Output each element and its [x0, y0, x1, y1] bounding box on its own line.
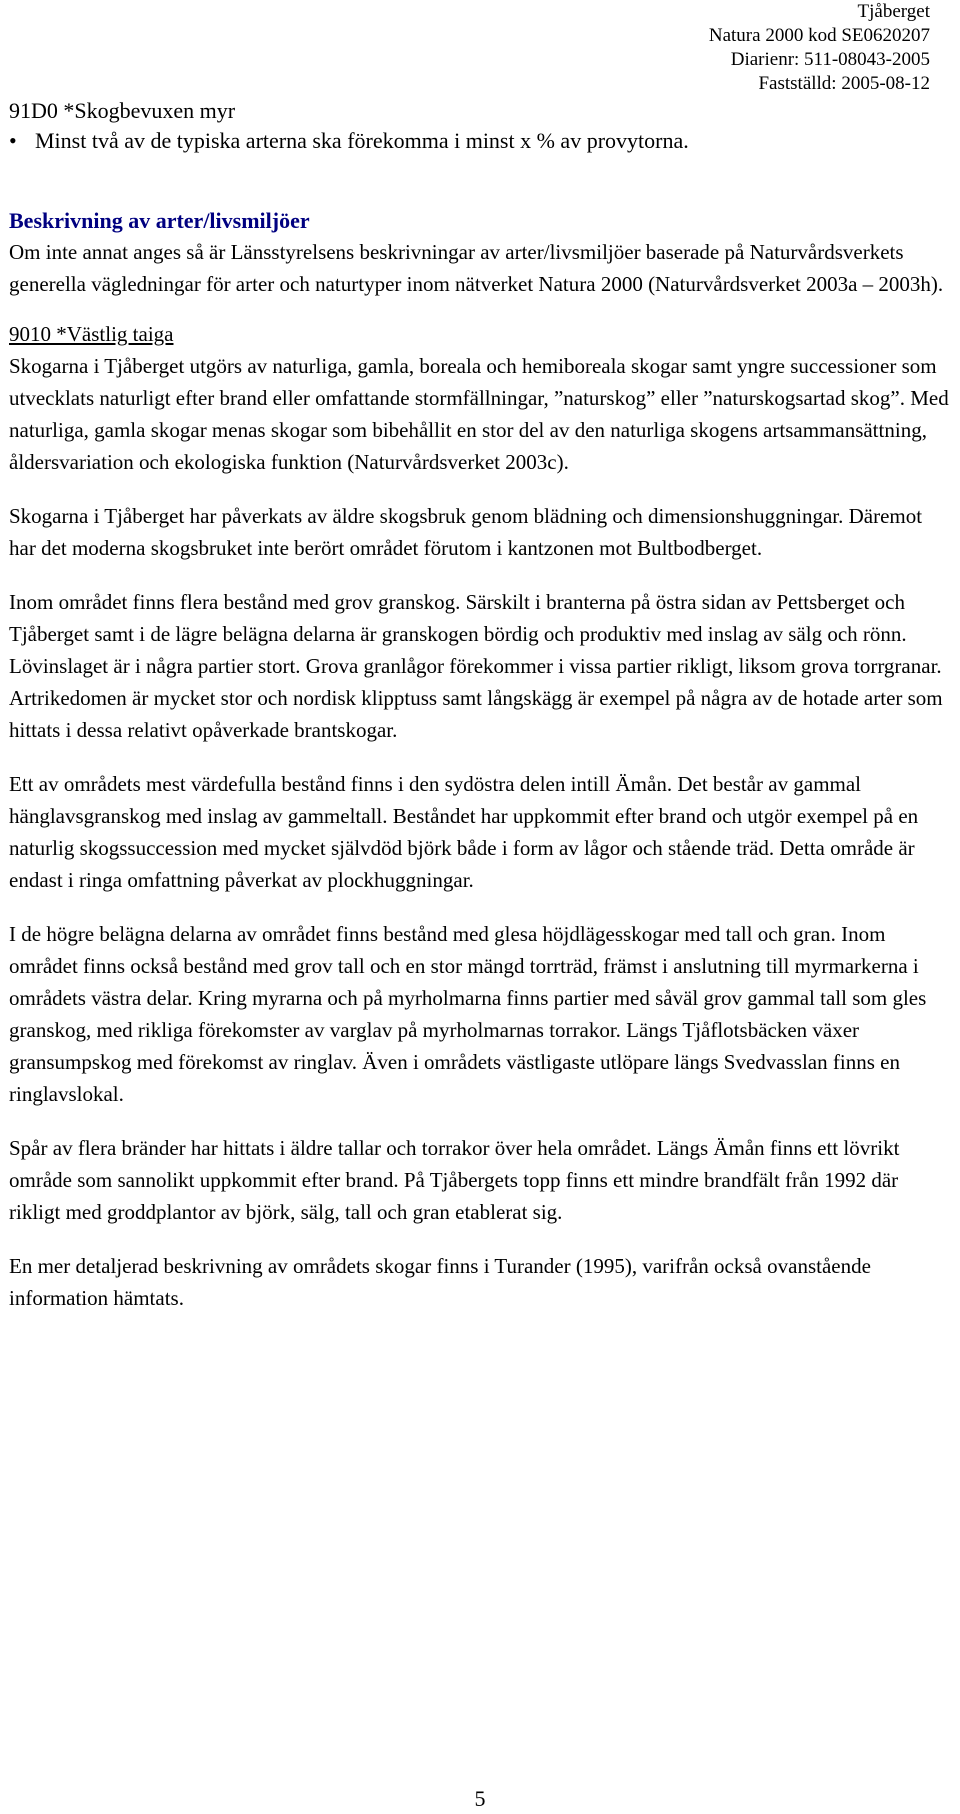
criterion-text: Minst två av de typiska arterna ska förekomma i minst x % av provytorna. [35, 128, 689, 153]
habitat-9010-paragraph-1: Skogarna i Tjåberget utgörs av naturliga, gamla, boreala och hemiboreala skogar samt yngre successioner som utvecklats naturligt efter brand eller omfattande stormfällningar, ”naturskog” eller ”naturskogsartad skog”. Med naturliga, gamla skogar menas skogar som bibehållit en stor del av den naturliga skogens artsammansättning, åldersvariation och ekologiska funktion (Naturvårdsverket 2003c). [9, 354, 949, 474]
habitat-9010-paragraph-5: I de högre belägna delarna av området finns bestånd med glesa höjdlägesskogar med tall och gran. Inom området finns också bestånd med grov tall och en stor mängd torrträd, främst i anslutning till myrmarkerna i områdets västra delar. Kring myrarna och på myrholmarna finns partier med såväl grov gammal tall som gles granskog, med rikliga förekomster av varglav på myrholmarnas torrakor. Längs Tjåflotsbäcken växer gransumpskog med förekomst av ringlav. Även i områdets västligaste utlöpare längs Svedvasslan finns en ringlavslokal. [9, 922, 927, 1106]
habitat-9010-paragraph-7: En mer detaljerad beskrivning av områdets skogar finns i Turander (1995), varifrån också ovanstående information hämtats. [9, 1254, 871, 1310]
habitat-9010-paragraph-4: Ett av områdets mest värdefulla bestånd finns i den sydöstra delen intill Ämån. Det består av gammal hänglavsgranskog med inslag av gammeltall. Beståndet har uppkommit efter brand och utgör exempel på en naturlig skogssuccession med mycket självdöd björk både i form av lågor och stående träd. Detta område är endast i ringa omfattning påverkat av plockhuggningar. [9, 772, 919, 892]
habitat-9010-title: 9010 *Västlig taiga [9, 322, 174, 346]
habitat-9010-paragraph-2: Skogarna i Tjåberget har påverkats av äldre skogsbruk genom blädning och dimensionshuggningar. Däremot har det moderna skogsbruket inte berört området förutom i kantzonen mot Bultbodberget. [9, 504, 923, 560]
header-natura-code: Natura 2000 kod SE0620207 [708, 25, 930, 46]
header-established-date: Fastställd: 2005-08-12 [758, 73, 930, 94]
header-diary-number: Diarienr: 511-08043-2005 [730, 49, 930, 70]
page-number: 5 [474, 1786, 486, 1811]
description-paragraph: Om inte annat anges så är Länsstyrelsens beskrivningar av arter/livsmiljöer baserade på Naturvårdsverkets generella vägledningar för arter och naturtyper inom nätverket Natura 2000 (Naturvårdsverket 2003a – 2003h). [9, 240, 944, 296]
header-site-name: Tjåberget [857, 1, 930, 22]
habitat-91d0-title: 91D0 *Skogbevuxen myr [9, 98, 236, 123]
habitat-9010-paragraph-3: Inom området finns flera bestånd med grov granskog. Särskilt i branterna på östra sidan av Pettsberget och Tjåberget samt i de lägre belägna delarna är granskogen bördig och produktiv med inslag av sälg och rönn. Lövinslaget är i några partier stort. Grova granlågor förekommer i vissa partier rikligt, liksom grova torrgranar. Artrikedomen är mycket stor och nordisk klipptuss samt långskägg är exempel på några av de hotade arter som hittats i dessa relativt opåverkade brantskogar. [9, 590, 943, 742]
page-header [709, 0, 930, 96]
habitat-9010-paragraph-6: Spår av flera bränder har hittats i äldre tallar och torrakor över hela området. Längs Ämån finns ett lövrikt område som sannolikt uppkommit efter brand. På Tjåbergets topp finns ett mindre brandfält från 1992 där rikligt med groddplantor av björk, sälg, tall och gran etablerat sig. [9, 1136, 900, 1224]
bullet-icon: • [9, 128, 17, 153]
section-heading-description: Beskrivning av arter/livsmiljöer [9, 208, 310, 233]
habitat-91d0-criterion [9, 126, 954, 156]
document-body [9, 96, 954, 1314]
